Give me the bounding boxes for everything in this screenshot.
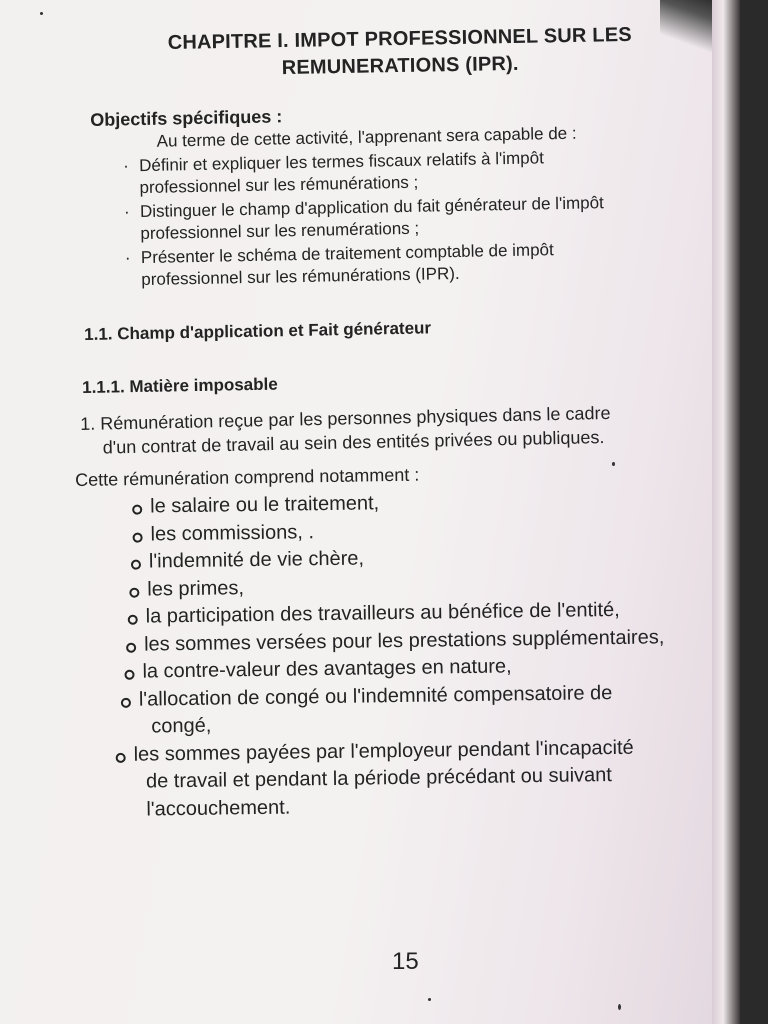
bullet-circle-icon <box>128 615 138 625</box>
title-line-2: REMUNERATIONS (IPR). <box>281 52 519 80</box>
bullet-circle-icon <box>121 697 131 707</box>
list-item-text: les sommes versées pour les prestations supplémentaires, <box>143 625 665 656</box>
objective-item <box>124 236 714 291</box>
list-intro: Cette rémunération comprend notamment : <box>75 464 420 490</box>
bullet-circle-icon <box>124 670 134 680</box>
bullet-dot: · <box>124 248 131 268</box>
list-item-continuation: l'accouchement. <box>146 796 291 821</box>
list-item-text: l'indemnité de vie chère, <box>148 547 365 573</box>
objective-line: Définir et expliquer les termes fiscaux relatifs à l'impôt <box>138 148 545 176</box>
bullet-circle-icon <box>116 752 126 762</box>
objectives-heading: Objectifs spécifiques : <box>90 106 283 130</box>
bullet-circle-icon <box>129 587 139 597</box>
list-item <box>121 678 736 742</box>
scan-speck <box>618 1004 621 1010</box>
paragraph-line: d'un contrat de travail au sein des entités privées ou publiques. <box>102 427 605 458</box>
section-heading: 1.1. Champ d'application et Fait générateur <box>84 318 432 344</box>
objective-line: professionnel sur les renumérations ; <box>140 218 420 244</box>
list-item-text: les sommes payées par l'employeur pendant l'incapacité <box>133 736 634 766</box>
paragraph-line: 1. Rémunération reçue par les personnes physiques dans le cadre <box>80 402 611 434</box>
list-item-text: les primes, <box>147 576 245 601</box>
page-number: 15 <box>392 948 419 975</box>
bullet-circle-icon <box>132 505 142 515</box>
list-item-text: le salaire ou le traitement, <box>150 492 380 518</box>
bullet-dot: · <box>123 202 130 222</box>
scan-speck <box>40 12 43 15</box>
objective-line: professionnel sur les rémunérations (IPR). <box>141 263 460 290</box>
list-item <box>115 733 736 824</box>
objective-line: Distinguer le champ d'application du fait générateur de l'impôt <box>139 193 604 222</box>
remuneration-list <box>112 485 737 824</box>
list-item-continuation: congé, <box>151 714 212 738</box>
objective-line: professionnel sur les rémunérations ; <box>139 172 419 198</box>
objectives-intro: Au terme de cette activité, l'apprenant sera capable de : <box>156 123 577 151</box>
chapter-title <box>100 21 701 85</box>
list-item-text: la participation des travailleurs au bénéfice de l'entité, <box>145 598 620 628</box>
bullet-circle-icon <box>131 560 141 570</box>
objective-line: Présenter le schéma de traitement comptable de impôt <box>140 240 554 268</box>
scan-speck <box>612 462 615 466</box>
list-item-text: l'allocation de congé ou l'indemnité compensatoire de <box>138 681 613 711</box>
list-item-text: la contre-valeur des avantages en nature, <box>142 655 512 683</box>
objectives-block <box>90 96 713 292</box>
list-item-text: les commissions, . <box>150 520 315 545</box>
bullet-circle-icon <box>126 642 136 652</box>
bullet-dot: · <box>122 156 129 176</box>
scan-speck <box>428 998 431 1001</box>
bullet-circle-icon <box>133 532 143 542</box>
paragraph-remuneration <box>80 399 721 460</box>
title-line-1: CHAPITRE I. IMPOT PROFESSIONNEL SUR LES <box>167 23 632 55</box>
subsection-heading: 1.1.1. Matière imposable <box>82 374 278 397</box>
list-item-continuation: de travail et pendant la période précédant ou suivant <box>145 764 613 793</box>
